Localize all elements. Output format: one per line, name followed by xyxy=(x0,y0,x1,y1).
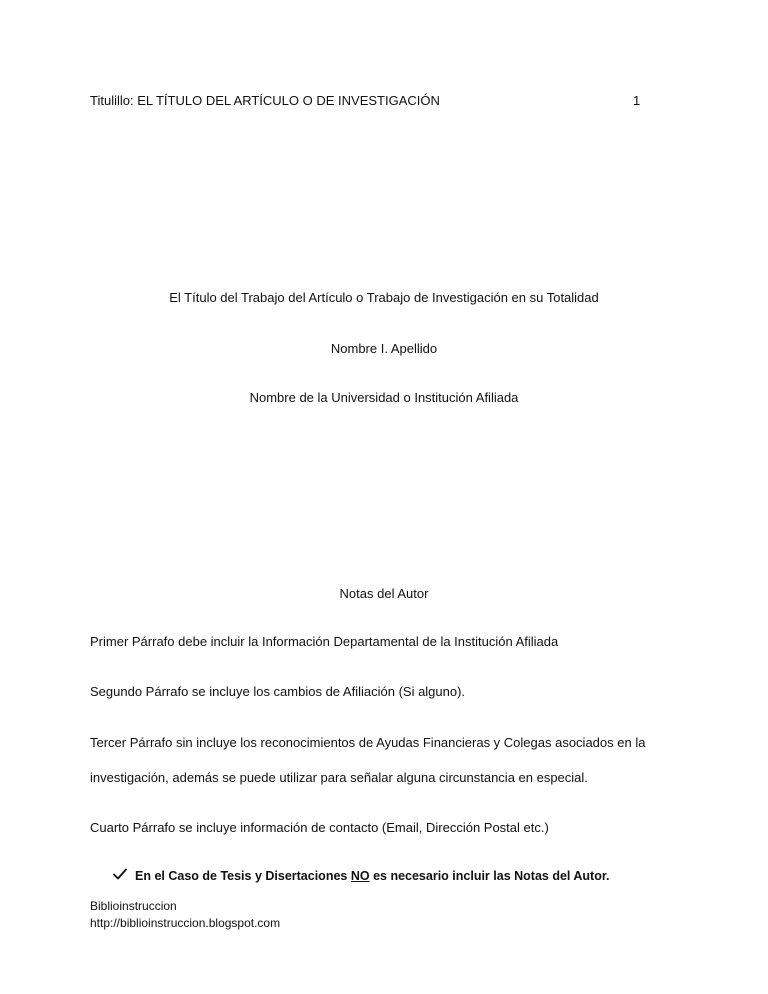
footer-site-name: Biblioinstruccion xyxy=(90,899,177,913)
thesis-note xyxy=(113,868,610,883)
author-notes-heading: Notas del Autor xyxy=(339,586,429,601)
checkmark-icon xyxy=(113,868,127,883)
author-affiliation: Nombre de la Universidad o Institución Afiliada xyxy=(249,390,519,405)
author-notes-paragraph-3-line-1: Tercer Párrafo sin incluye los reconocimientos de Ayudas Financieras y Colegas asociados en la xyxy=(90,735,646,750)
author-notes-paragraph-4: Cuarto Párrafo se incluye información de contacto (Email, Dirección Postal etc.) xyxy=(90,820,549,835)
author-notes-paragraph-3-line-2: investigación, además se puede utilizar para señalar alguna circunstancia en especial. xyxy=(90,770,588,785)
page-number: 1 xyxy=(633,93,641,108)
thesis-note-text-end: es necesario incluir las Notas del Autor. xyxy=(369,869,610,883)
thesis-note-emphasis: NO xyxy=(350,869,370,883)
footer-url[interactable]: http://biblioinstruccion.blogspot.com xyxy=(90,916,281,930)
author-name: Nombre I. Apellido xyxy=(330,341,438,356)
author-notes-paragraph-2: Segundo Párrafo se incluye los cambios de Afiliación (Si alguno). xyxy=(90,684,466,699)
running-head: Titulillo: EL TÍTULO DEL ARTÍCULO O DE INVESTIGACIÓN xyxy=(90,93,440,108)
author-notes-paragraph-1: Primer Párrafo debe incluir la Información Departamental de la Institución Afiliada xyxy=(90,634,559,649)
thesis-note-text: En el Caso de Tesis y Disertaciones xyxy=(135,869,351,883)
paper-title: El Título del Trabajo del Artículo o Trabajo de Investigación en su Totalidad xyxy=(169,290,599,305)
